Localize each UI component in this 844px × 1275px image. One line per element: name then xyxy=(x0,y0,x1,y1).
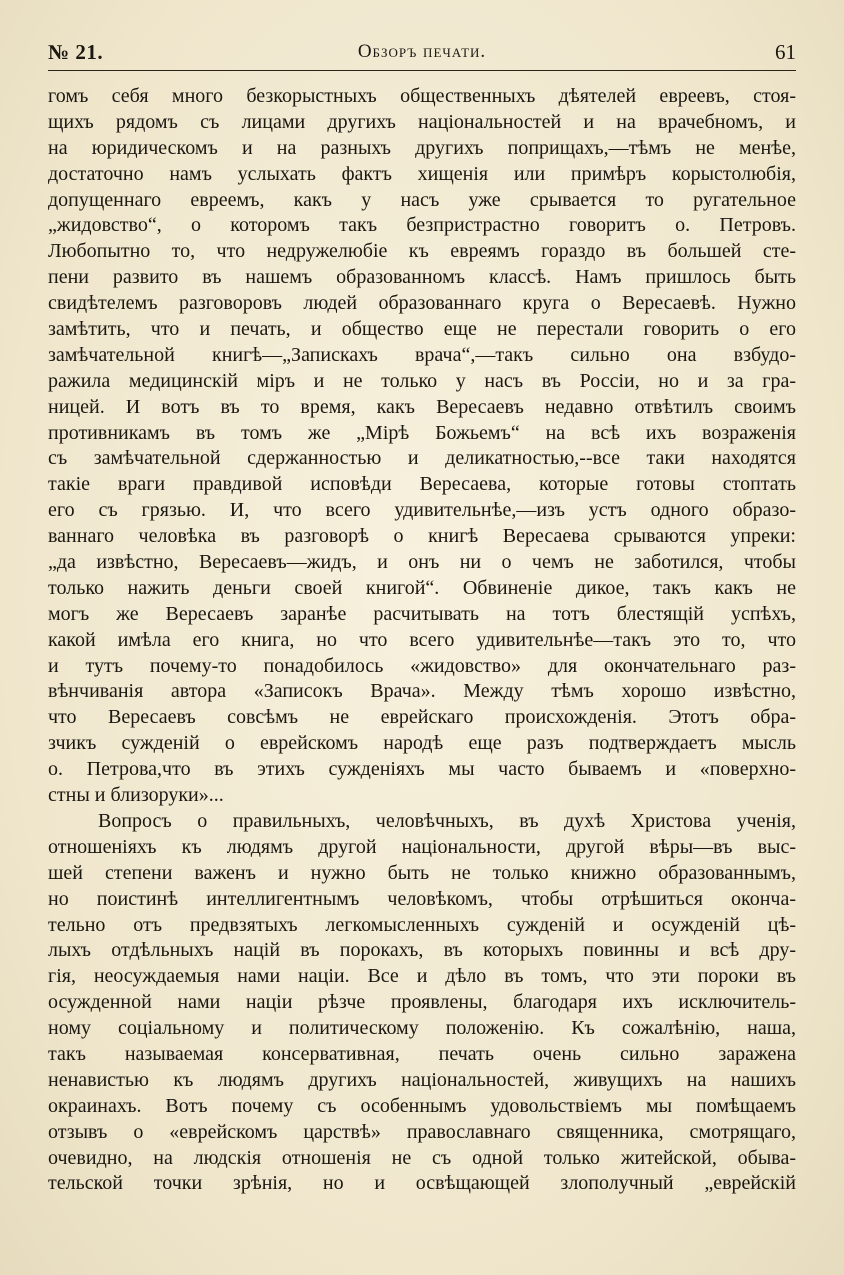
text-line: шей степени важенъ и нужно быть не только книжно образованнымъ, xyxy=(48,861,796,884)
text-line: ненавистью къ людямъ другихъ національностей, живущихъ на нашихъ xyxy=(48,1068,796,1091)
text-line: ному соціальному и политическому положенію. Къ сожалѣнію, наша, xyxy=(48,1017,796,1040)
text-line: отзывъ о «еврейскомъ царствѣ» православнаго священника, смотрящаго, xyxy=(48,1120,796,1143)
text-line: о. Петрова,что въ этихъ сужденіяхъ мы часто бываемъ и «поверхно- xyxy=(48,758,796,781)
text-line: Любопытно то, что недружелюбіе къ евреямъ гораздо въ большей сте- xyxy=(48,240,796,263)
text-line: Вопросъ о правильныхъ, человѣчныхъ, въ духѣ Христова ученія, xyxy=(98,809,796,832)
text-line: но поистинѣ интеллигентнымъ человѣкомъ, чтобы отрѣшиться оконча- xyxy=(48,887,796,910)
text-line: „жидовство“, о которомъ такъ безпристрастно говоритъ о. Петровъ. xyxy=(48,214,796,237)
text-line: что Вересаевъ совсѣмъ не еврейскаго происхожденія. Этотъ обра- xyxy=(48,706,796,729)
paragraph xyxy=(48,84,796,809)
text-line: и тутъ почему-то понадобилось «жидовство» для окончательнаго раз- xyxy=(48,654,796,677)
text-line: только нажить деньги своей книгой“. Обвиненіе дикое, такъ какъ не xyxy=(48,576,796,599)
text-line: тельно отъ предвзятыхъ легкомысленныхъ сужденій и осужденій цѣ- xyxy=(48,913,796,936)
text-line: ваннаго человѣка въ разговорѣ о книгѣ Вересаева срываются упреки: xyxy=(48,525,796,548)
text-line: окраинахъ. Вотъ почему съ особеннымъ удовольствіемъ мы помѣщаемъ xyxy=(48,1094,796,1117)
text-line: стны и близоруки»... xyxy=(48,784,224,807)
page-number: 61 xyxy=(775,40,796,64)
paragraph xyxy=(48,809,796,1197)
text-line: свидѣтелемъ разговоровъ людей образованнаго круга о Вересаевѣ. Нужно xyxy=(48,292,796,315)
text-line: достаточно намъ услыхать фактъ хищенія или примѣръ корыстолюбія, xyxy=(48,162,796,185)
text-line: отношеніяхъ къ людямъ другой національности, другой вѣры—въ выс- xyxy=(48,835,796,858)
text-line: лыхъ отдѣльныхъ націй въ порокахъ, въ которыхъ повинны и всѣ дру- xyxy=(48,939,796,962)
text-line: его съ грязью. И, что всего удивительнѣе,—изъ устъ одного образо- xyxy=(48,499,796,522)
text-line: щихъ рядомъ съ лицами другихъ національностей и на врачебномъ, и xyxy=(48,110,796,133)
page-header xyxy=(48,38,796,68)
text-line: гія, неосуждаемыя нами націи. Все и дѣло въ томъ, что эти пороки въ xyxy=(48,965,796,988)
text-line: съ замѣчательной сдержанностью и деликатностью,--все таки находятся xyxy=(48,447,796,470)
text-line: такіе враги правдивой исповѣди Вересаева, которые готовы стоптать xyxy=(48,473,796,496)
running-title: Обзоръ печати. xyxy=(357,41,487,62)
text-line: „да извѣстно, Вересаевъ—жидъ, и онъ ни о чемъ не заботился, чтобы xyxy=(48,551,796,574)
text-line: могъ же Вересаевъ заранѣе расчитывать на тотъ блестящій успѣхъ, xyxy=(48,602,796,625)
text-line: такъ называемая консервативная, печать очень сильно заражена xyxy=(48,1042,796,1065)
text-line: замѣтить, что и печать, и общество еще не перестали говорить о его xyxy=(48,318,796,341)
text-line: тельской точки зрѣнія, но и освѣщающей злополучный „еврейскій xyxy=(48,1172,796,1195)
text-line: допущеннаго евреемъ, какъ у насъ уже срывается то ругательное xyxy=(48,188,796,211)
text-line: ражила медицинскій міръ и не только у насъ въ Россіи, но и за гра- xyxy=(48,369,796,392)
issue-number: № 21. xyxy=(48,40,104,64)
text-line: замѣчательной книгѣ—„Запискахъ врача“,—такъ сильно она взбудо- xyxy=(48,343,796,366)
text-line: осужденной нами націи рѣзче проявлены, благодаря ихъ исключитель- xyxy=(48,991,796,1014)
text-line: на юридическомъ и на разныхъ другихъ поприщахъ,—тѣмъ не менѣе, xyxy=(48,136,796,159)
text-line: гомъ себя много безкорыстныхъ общественныхъ дѣятелей евреевъ, стоя- xyxy=(48,85,796,107)
header-rule xyxy=(48,70,796,71)
text-line: ницей. И вотъ въ то время, какъ Вересаевъ недавно отвѣтилъ своимъ xyxy=(48,395,796,418)
text-line: очевидно, на людскія отношенія не съ одной только житейской, обыва- xyxy=(48,1146,796,1169)
text-line: вѣнчиванія автора «Записокъ Врача». Между тѣмъ хорошо извѣстно, xyxy=(48,680,796,703)
text-line: какой имѣла его книга, но что всего удивительнѣе—такъ это то, что xyxy=(48,628,796,651)
text-line: зчикъ сужденій о еврейскомъ народѣ еще разъ подтверждаетъ мысль xyxy=(48,732,796,755)
body-text xyxy=(48,84,796,1197)
text-line: противникамъ въ томъ же „Мірѣ Божьемъ“ на всѣ ихъ возраженія xyxy=(48,421,796,444)
text-line: пени развито въ нашемъ образованномъ классѣ. Намъ пришлось быть xyxy=(48,266,796,289)
